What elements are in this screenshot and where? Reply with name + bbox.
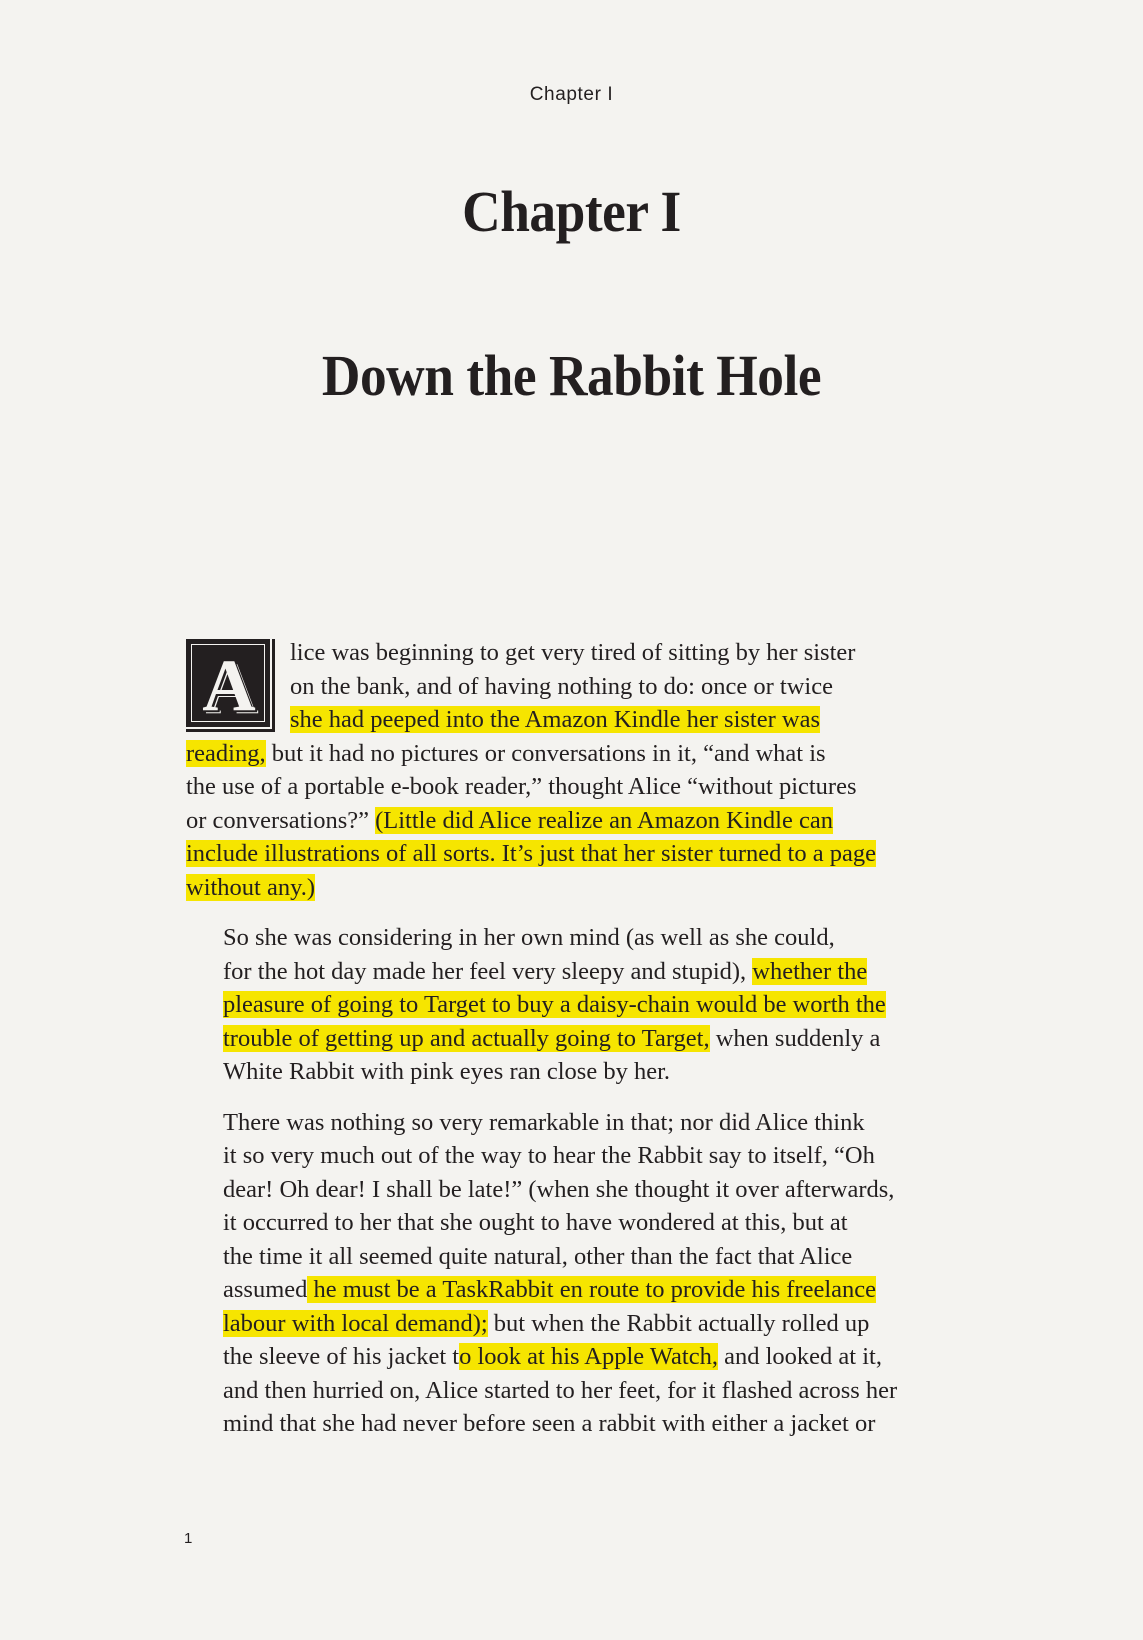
- text-segment: or conversations?”: [186, 806, 376, 834]
- highlighted-text[interactable]: o look at his Apple Watch,: [459, 1343, 718, 1370]
- text-line: [186, 921, 958, 955]
- text-line: [186, 703, 958, 737]
- text-line: [186, 988, 958, 1022]
- text-segment: it occurred to her that she ought to have wondered at this, but at: [223, 1209, 848, 1236]
- drop-cap: [186, 639, 278, 735]
- text-line: [186, 737, 958, 771]
- highlighted-text[interactable]: he must be a TaskRabbit en route to provide his freelance: [307, 1276, 877, 1303]
- text-line: [186, 955, 958, 989]
- chapter-number: Chapter I: [462, 179, 681, 244]
- text-line: [186, 1206, 958, 1240]
- text-segment: it so very much out of the way to hear the Rabbit say to itself, “Oh: [223, 1142, 875, 1169]
- text-segment: So she was considering in her own mind (as well as she could,: [223, 924, 835, 951]
- running-header: Chapter I: [529, 84, 614, 105]
- highlighted-text[interactable]: trouble of getting up and actually going to Target,: [223, 1024, 710, 1052]
- text-segment: There was nothing so very remarkable in that; nor did Alice think: [223, 1108, 865, 1136]
- text-segment: but when the Rabbit actually rolled up: [487, 1309, 870, 1337]
- highlighted-text[interactable]: include illustrations of all sorts. It’s just that her sister turned to a page: [186, 840, 876, 867]
- drop-cap-letter: A: [202, 645, 256, 727]
- text-segment: the time it all seemed quite natural, other than the fact that Alice: [223, 1242, 853, 1270]
- highlighted-text[interactable]: pleasure of going to Target to buy a daisy-chain would be worth the: [223, 991, 886, 1018]
- text-line: [186, 1022, 958, 1056]
- text-segment: dear! Oh dear! I shall be late!” (when she thought it over afterwards,: [223, 1175, 895, 1203]
- highlighted-text[interactable]: labour with local demand);: [223, 1309, 488, 1337]
- paragraph-2: [186, 921, 958, 1089]
- text-line: [186, 1139, 958, 1173]
- text-segment: lice was beginning to get very tired of sitting by her sister: [290, 639, 856, 666]
- text-segment: but it had no pictures or conversations in it, “and what is: [265, 739, 826, 767]
- text-line: [186, 1273, 958, 1307]
- text-line: [186, 871, 958, 905]
- text-line: [186, 1106, 958, 1140]
- highlighted-text[interactable]: without any.): [186, 873, 316, 901]
- text-segment: assumed: [223, 1276, 308, 1303]
- paragraph-1: [186, 636, 958, 904]
- text-segment: for the hot day made her feel very sleepy and stupid),: [223, 957, 753, 985]
- highlighted-text[interactable]: whether the: [752, 957, 868, 985]
- text-segment: and then hurried on, Alice started to her feet, for it flashed across her: [223, 1376, 898, 1404]
- text-segment: on the bank, and of having nothing to do: once or twice: [290, 672, 833, 700]
- drop-cap-box: [186, 639, 270, 727]
- text-line: [186, 804, 958, 838]
- highlighted-text[interactable]: (Little did Alice realize an Amazon Kindle can: [375, 806, 833, 834]
- text-segment: mind that she had never before seen a rabbit with either a jacket or: [223, 1410, 876, 1437]
- text-line: [186, 1240, 958, 1274]
- text-line: [186, 1340, 958, 1374]
- text-segment: the sleeve of his jacket t: [223, 1343, 460, 1370]
- text-line: [186, 1055, 958, 1089]
- text-line: [186, 1374, 958, 1408]
- chapter-title: Down the Rabbit Hole: [321, 343, 822, 408]
- text-segment: White Rabbit with pink eyes ran close by her.: [223, 1058, 671, 1085]
- text-line: [186, 1407, 958, 1441]
- text-line: [186, 837, 958, 871]
- text-line: [186, 1173, 958, 1207]
- text-segment: the use of a portable e-book reader,” thought Alice “without pictures: [186, 773, 857, 800]
- text-segment: and looked at it,: [717, 1343, 882, 1370]
- page-number: 1: [184, 1530, 193, 1547]
- text-segment: when suddenly a: [709, 1024, 881, 1052]
- text-line: [186, 636, 958, 670]
- text-line: [186, 770, 958, 804]
- highlighted-text[interactable]: reading,: [186, 739, 266, 767]
- highlighted-text[interactable]: she had peeped into the Amazon Kindle her sister was: [290, 706, 821, 733]
- text-line: [186, 1307, 958, 1341]
- paragraph-3: [186, 1106, 958, 1441]
- chapter-body: [186, 636, 958, 1458]
- text-line: [186, 670, 958, 704]
